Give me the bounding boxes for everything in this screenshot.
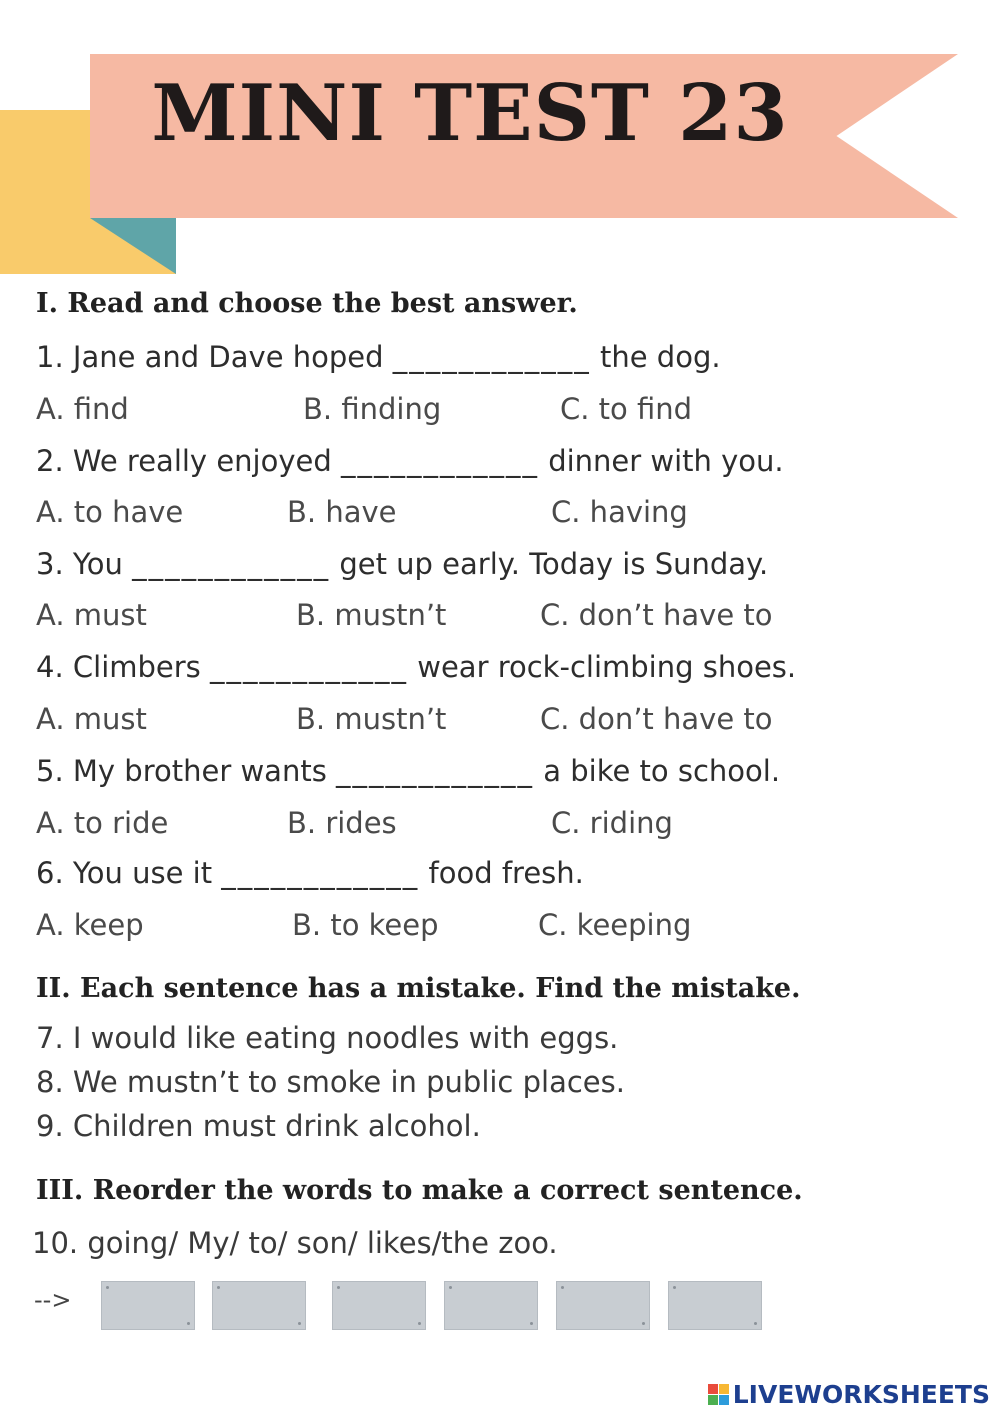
question-6-option-c[interactable]: C. keeping bbox=[538, 908, 692, 942]
question-text-before: 4. Climbers bbox=[36, 650, 201, 684]
question-text-before: 6. You use it bbox=[36, 856, 213, 890]
logo-square-2 bbox=[719, 1384, 729, 1394]
question-4 bbox=[36, 650, 796, 684]
question-text-after: food fresh. bbox=[428, 856, 584, 890]
question-3-option-c[interactable]: C. don’t have to bbox=[540, 598, 773, 632]
answer-box-4[interactable] bbox=[444, 1281, 538, 1330]
answer-blank[interactable]: ____________ bbox=[221, 856, 420, 890]
question-text-before: 1. Jane and Dave hoped bbox=[36, 340, 384, 374]
question-text-after: the dog. bbox=[599, 340, 721, 374]
section-2-heading: II. Each sentence has a mistake. Find the mistake. bbox=[36, 973, 801, 1004]
question-4-option-c[interactable]: C. don’t have to bbox=[540, 702, 773, 736]
answer-box-1[interactable] bbox=[101, 1281, 195, 1330]
question-2 bbox=[36, 444, 784, 478]
question-6 bbox=[36, 856, 584, 890]
mistake-sentence-9[interactable]: 9. Children must drink alcohol. bbox=[36, 1109, 481, 1143]
logo-square-4 bbox=[719, 1395, 729, 1405]
logo-square-1 bbox=[708, 1384, 718, 1394]
question-3 bbox=[36, 547, 768, 581]
section-3-heading: III. Reorder the words to make a correct sentence. bbox=[36, 1175, 803, 1206]
logo-square-3 bbox=[708, 1395, 718, 1405]
answer-blank[interactable]: ____________ bbox=[336, 754, 535, 788]
liveworksheets-logo bbox=[708, 1380, 990, 1409]
answer-box-2[interactable] bbox=[212, 1281, 306, 1330]
section-1-heading: I. Read and choose the best answer. bbox=[36, 288, 578, 319]
question-4-option-a[interactable]: A. must bbox=[36, 702, 147, 736]
answer-blank[interactable]: ____________ bbox=[392, 340, 591, 374]
answer-arrow: --> bbox=[34, 1286, 72, 1314]
mistake-sentence-8[interactable]: 8. We mustn’t to smoke in public places. bbox=[36, 1065, 625, 1099]
reorder-prompt: 10. going/ My/ to/ son/ likes/the zoo. bbox=[32, 1226, 558, 1260]
logo-text: LIVEWORKSHEETS bbox=[732, 1380, 990, 1409]
question-4-option-b[interactable]: B. mustn’t bbox=[296, 702, 447, 736]
answer-box-3[interactable] bbox=[332, 1281, 426, 1330]
question-text-after: get up early. Today is Sunday. bbox=[339, 547, 769, 581]
question-text-after: wear rock-climbing shoes. bbox=[417, 650, 797, 684]
question-2-option-b[interactable]: B. have bbox=[287, 495, 397, 529]
liveworksheets-mark-icon bbox=[708, 1384, 729, 1405]
question-2-option-c[interactable]: C. having bbox=[551, 495, 688, 529]
question-6-option-b[interactable]: B. to keep bbox=[292, 908, 439, 942]
question-text-before: 5. My brother wants bbox=[36, 754, 327, 788]
page-title: MINI TEST 23 bbox=[151, 68, 789, 159]
question-text-after: a bike to school. bbox=[543, 754, 781, 788]
question-6-option-a[interactable]: A. keep bbox=[36, 908, 144, 942]
answer-blank[interactable]: ____________ bbox=[340, 444, 539, 478]
question-text-before: 2. We really enjoyed bbox=[36, 444, 332, 478]
question-5-option-b[interactable]: B. rides bbox=[287, 806, 397, 840]
mistake-sentence-7[interactable]: 7. I would like eating noodles with eggs. bbox=[36, 1021, 619, 1055]
answer-blank[interactable]: ____________ bbox=[132, 547, 331, 581]
question-2-option-a[interactable]: A. to have bbox=[36, 495, 184, 529]
question-5-option-a[interactable]: A. to ride bbox=[36, 806, 169, 840]
question-3-option-a[interactable]: A. must bbox=[36, 598, 147, 632]
question-text-before: 3. You bbox=[36, 547, 123, 581]
question-5-option-c[interactable]: C. riding bbox=[551, 806, 673, 840]
question-1-option-b[interactable]: B. finding bbox=[303, 392, 442, 426]
question-3-option-b[interactable]: B. mustn’t bbox=[296, 598, 447, 632]
question-1-option-a[interactable]: A. find bbox=[36, 392, 129, 426]
answer-blank[interactable]: ____________ bbox=[210, 650, 409, 684]
question-1-option-c[interactable]: C. to find bbox=[560, 392, 693, 426]
answer-box-5[interactable] bbox=[556, 1281, 650, 1330]
answer-box-6[interactable] bbox=[668, 1281, 762, 1330]
question-1 bbox=[36, 340, 721, 374]
question-5 bbox=[36, 754, 780, 788]
question-text-after: dinner with you. bbox=[548, 444, 784, 478]
